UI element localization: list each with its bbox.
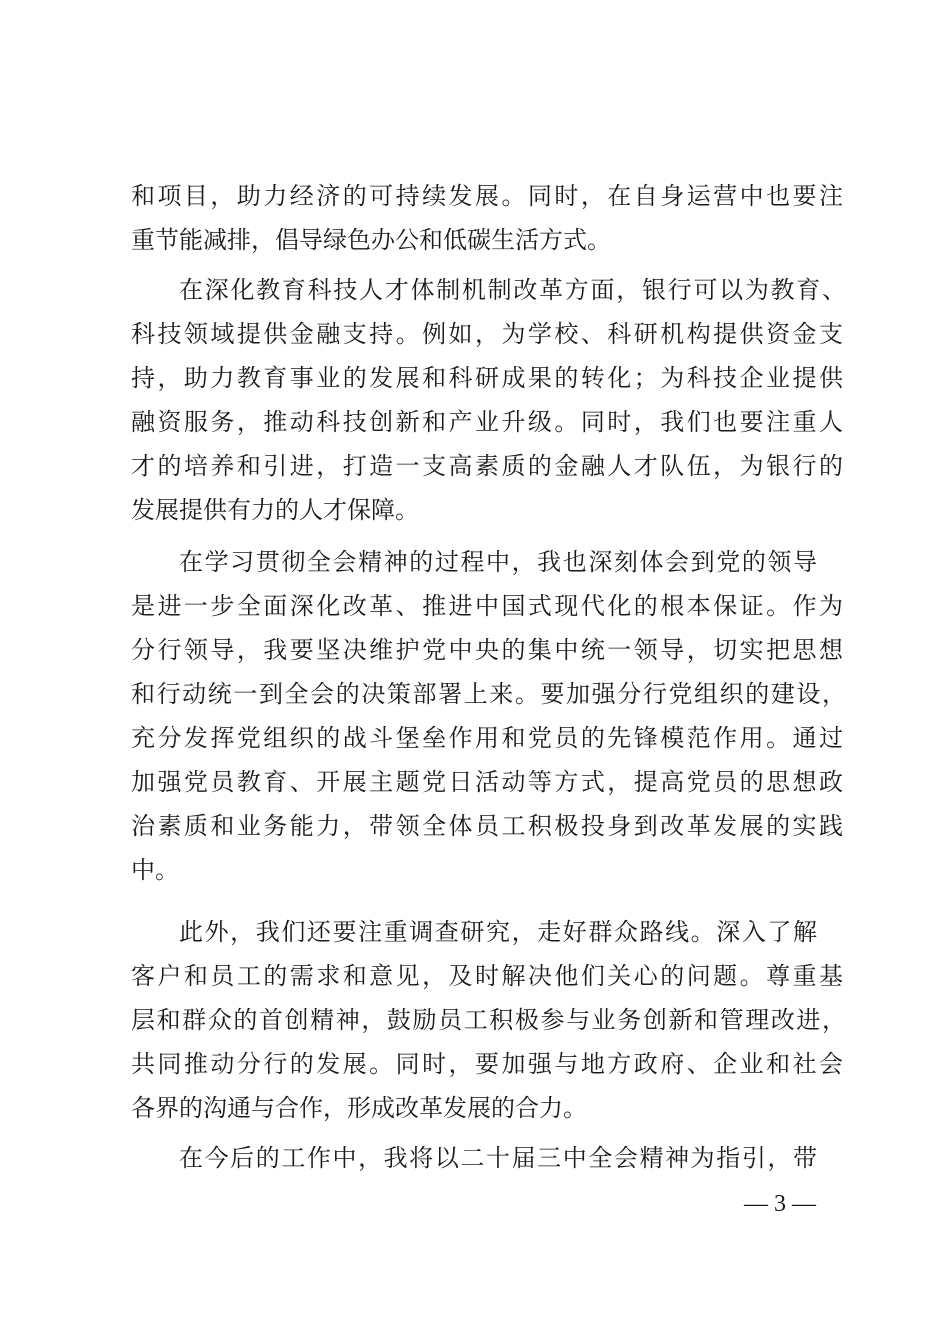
text-line: 发展提供有力的人才保障。 bbox=[131, 496, 419, 524]
text-line: 客户和员工的需求和意见，及时解决他们关心的问题。尊重基 bbox=[131, 962, 843, 990]
text-line: 和行动统一到全会的决策部署上来。要加强分行党组织的建设， bbox=[131, 680, 846, 708]
page-number: — 3 — bbox=[744, 1191, 816, 1217]
text-line: 才的培养和引进，打造一支高素质的金融人才队伍，为银行的 bbox=[131, 452, 843, 480]
text-line: 共同推动分行的发展。同时，要加强与地方政府、企业和社会 bbox=[131, 1050, 843, 1078]
text-line: 重节能减排，倡导绿色办公和低碳生活方式。 bbox=[131, 226, 611, 254]
text-line: 科技领域提供金融支持。例如，为学校、科研机构提供资金支 bbox=[131, 320, 843, 348]
text-line: 各界的沟通与合作，形成改革发展的合力。 bbox=[131, 1094, 587, 1122]
text-line: 在深化教育科技人才体制机制改革方面，银行可以为教育、 bbox=[179, 276, 846, 304]
text-line: 在今后的工作中，我将以二十届三中全会精神为指引，带 bbox=[179, 1144, 817, 1172]
text-line: 持，助力教育事业的发展和科研成果的转化；为科技企业提供 bbox=[131, 364, 843, 392]
text-line: 充分发挥党组织的战斗堡垒作用和党员的先锋模范作用。通过 bbox=[131, 724, 843, 752]
text-line: 层和群众的首创精神，鼓励员工积极参与业务创新和管理改进， bbox=[131, 1006, 846, 1034]
text-line: 是进一步全面深化改革、推进中国式现代化的根本保证。作为 bbox=[131, 592, 843, 620]
text-line: 此外，我们还要注重调查研究，走好群众路线。深入了解 bbox=[179, 918, 817, 946]
text-line: 治素质和业务能力，带领全体员工积极投身到改革发展的实践 bbox=[131, 812, 843, 840]
text-line: 中。 bbox=[131, 856, 179, 884]
text-line: 分行领导，我要坚决维护党中央的集中统一领导，切实把思想 bbox=[131, 636, 843, 664]
text-line: 加强党员教育、开展主题党日活动等方式，提高党员的思想政 bbox=[131, 768, 843, 796]
text-line: 融资服务，推动科技创新和产业升级。同时，我们也要注重人 bbox=[131, 408, 843, 436]
text-line: 和项目，助力经济的可持续发展。同时，在自身运营中也要注 bbox=[131, 182, 843, 210]
text-line: 在学习贯彻全会精神的过程中，我也深刻体会到党的领导 bbox=[179, 548, 817, 576]
